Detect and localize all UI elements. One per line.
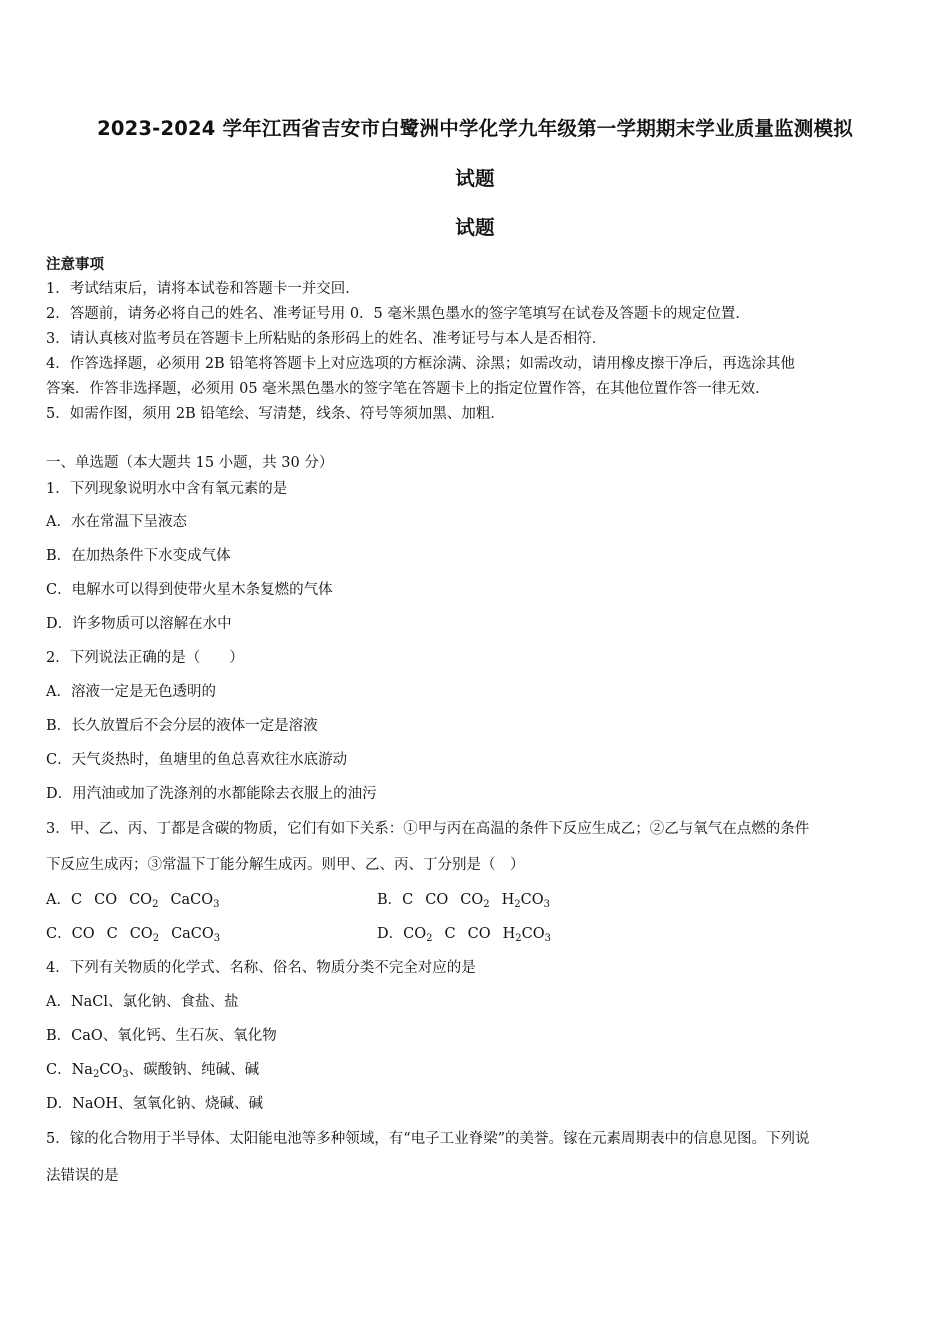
section-heading: 一、单选题（本大题共 15 小题，共 30 分） bbox=[46, 455, 334, 471]
question-4-stem: 4．下列有关物质的化学式、名称、俗名、物质分类不完全对应的是 bbox=[46, 960, 476, 976]
note-item: 1．考试结束后，请将本试卷和答题卡一并交回． bbox=[46, 281, 360, 297]
question-5-stem-line2: 法错误的是 bbox=[46, 1168, 119, 1184]
question-5-stem-line1: 5．镓的化合物用于半导体、太阳能电池等多种领域，有“电子工业脊梁”的美誉。镓在元素周期表中的信息见图。下列说 bbox=[46, 1131, 810, 1147]
question-2-option-c: C．天气炎热时，鱼塘里的鱼总喜欢往水底游动 bbox=[46, 752, 348, 768]
question-4-option-c: C．$Na_2CO_3$、碳酸钠、纯碱、碱 bbox=[46, 1062, 260, 1080]
notes-heading: 注意事项 bbox=[46, 256, 104, 273]
question-3-option-d: D．$CO_2$ C CO $H_2CO_3$ bbox=[377, 926, 551, 944]
question-1-option-c: C．电解水可以得到使带火星木条复燃的气体 bbox=[46, 582, 333, 598]
note-item: 2．答题前，请务必将自己的姓名、准考证号用 0．5 毫米黑色墨水的签字笔填写在试卷及答题卡的规定位置． bbox=[46, 306, 750, 322]
question-3-stem-line1: 3．甲、乙、丙、丁都是含碳的物质，它们有如下关系：①甲与丙在高温的条件下反应生成乙；②乙与氧气在点燃的条件 bbox=[46, 821, 810, 837]
page-subtitle: 试题 bbox=[455, 216, 495, 239]
page-title-line2: 试题 bbox=[455, 167, 495, 190]
question-1-option-a: A．水在常温下呈液态 bbox=[46, 514, 187, 530]
note-item: 3．请认真核对监考员在答题卡上所粘贴的条形码上的姓名、准考证号与本人是否相符． bbox=[46, 331, 607, 347]
question-3-option-c: C．CO C $CO_2$ CaCO$_3$ bbox=[46, 926, 221, 944]
question-1-option-d: D．许多物质可以溶解在水中 bbox=[46, 616, 232, 632]
note-item: 答案．作答非选择题，必须用 05 毫米黑色墨水的签字笔在答题卡上的指定位置作答，在其他位置作答一律无效． bbox=[46, 381, 770, 397]
question-2-option-b: B．长久放置后不会分层的液体一定是溶液 bbox=[46, 718, 318, 734]
question-3-stem-line2: 下反应生成丙；③常温下丁能分解生成丙。则甲、乙、丙、丁分别是（ ） bbox=[46, 857, 525, 873]
question-2-stem: 2．下列说法正确的是（ ） bbox=[46, 650, 244, 666]
question-4-option-d: D．NaOH、氢氧化钠、烧碱、碱 bbox=[46, 1096, 263, 1112]
note-item: 5．如需作图，须用 2B 铅笔绘、写清楚，线条、符号等须加黑、加粗． bbox=[46, 406, 505, 422]
question-2-option-a: A．溶液一定是无色透明的 bbox=[46, 684, 216, 700]
question-3-option-a: A．C CO $CO_2$ CaCO$_3$ bbox=[46, 892, 220, 910]
question-1-option-b: B．在加热条件下水变成气体 bbox=[46, 548, 231, 564]
question-4-option-a: A．NaCl、氯化钠、食盐、盐 bbox=[46, 994, 239, 1010]
question-2-option-d: D．用汽油或加了洗涤剂的水都能除去衣服上的油污 bbox=[46, 786, 377, 802]
question-4-option-b: B．CaO、氧化钙、生石灰、氧化物 bbox=[46, 1028, 277, 1044]
note-item: 4．作答选择题，必须用 2B 铅笔将答题卡上对应选项的方框涂满、涂黑；如需改动，请用橡皮擦干净后，再选涂其他 bbox=[46, 356, 795, 372]
question-3-option-b: B．C CO $CO_2$ $H_2CO_3$ bbox=[377, 892, 550, 910]
question-1-stem: 1．下列现象说明水中含有氧元素的是 bbox=[46, 481, 288, 497]
page-title: 2023-2024 学年江西省吉安市白鹭洲中学化学九年级第一学期期末学业质量监测模拟 bbox=[97, 117, 853, 140]
